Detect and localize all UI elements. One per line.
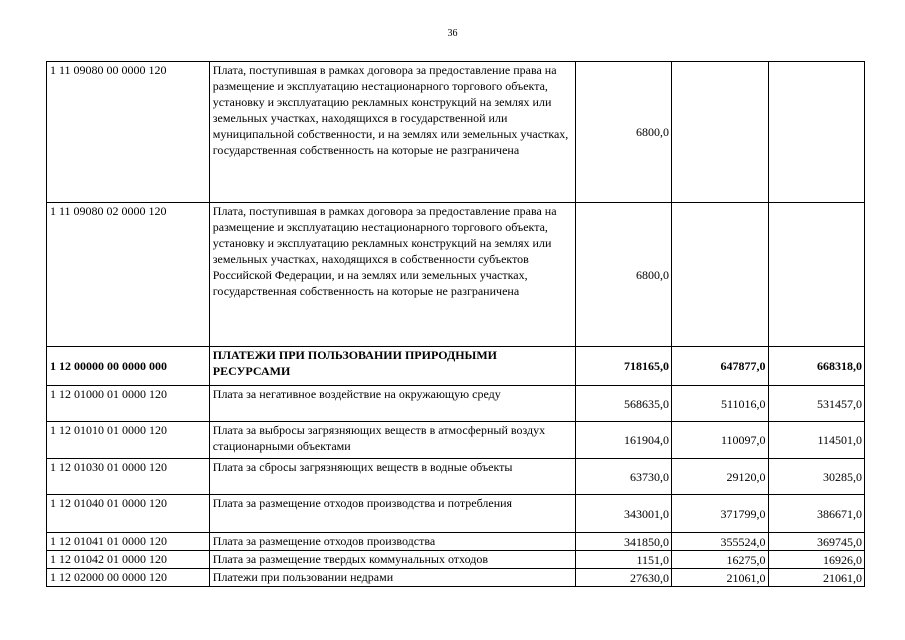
revenue-name: ПЛАТЕЖИ ПРИ ПОЛЬЗОВАНИИ ПРИРОДНЫМИ РЕСУРСАМИ	[209, 347, 575, 386]
amount-year-2: 355524,0	[672, 533, 768, 551]
table-row	[47, 533, 865, 551]
revenue-name: Плата за размещение отходов производства и потребления	[209, 495, 575, 533]
amount-year-1: 718165,0	[575, 347, 671, 386]
page-number: 36	[447, 28, 458, 39]
revenue-name: Плата за выбросы загрязняющих веществ в атмосферный воздух стационарными объектами	[209, 422, 575, 459]
budget-code: 1 11 09080 02 0000 120	[47, 203, 210, 347]
amount-year-1: 27630,0	[575, 569, 671, 587]
table-row	[47, 203, 865, 347]
budget-code: 1 11 09080 00 0000 120	[47, 62, 210, 203]
amount-year-1: 343001,0	[575, 495, 671, 533]
table-row	[47, 422, 865, 459]
amount-year-1: 1151,0	[575, 551, 671, 569]
table-row	[47, 347, 865, 386]
revenue-name: Платежи при пользовании недрами	[209, 569, 575, 587]
amount-year-3: 114501,0	[768, 422, 865, 459]
budget-code: 1 12 01010 01 0000 120	[47, 422, 210, 459]
amount-year-3	[768, 203, 865, 347]
amount-year-2: 110097,0	[672, 422, 768, 459]
amount-year-1: 568635,0	[575, 386, 671, 422]
table-row	[47, 551, 865, 569]
amount-year-2: 21061,0	[672, 569, 768, 587]
amount-year-2: 29120,0	[672, 459, 768, 495]
revenue-name: Плата за размещение твердых коммунальных отходов	[209, 551, 575, 569]
amount-year-2	[672, 203, 768, 347]
table-row	[47, 62, 865, 203]
amount-year-2: 371799,0	[672, 495, 768, 533]
amount-year-3: 16926,0	[768, 551, 865, 569]
budget-revenue-table	[46, 61, 865, 587]
amount-year-2	[672, 62, 768, 203]
table-row	[47, 569, 865, 587]
amount-year-2: 16275,0	[672, 551, 768, 569]
amount-year-2: 511016,0	[672, 386, 768, 422]
budget-code: 1 12 01030 01 0000 120	[47, 459, 210, 495]
amount-year-3: 30285,0	[768, 459, 865, 495]
amount-year-3: 369745,0	[768, 533, 865, 551]
amount-year-1: 161904,0	[575, 422, 671, 459]
amount-year-3: 386671,0	[768, 495, 865, 533]
amount-year-1: 341850,0	[575, 533, 671, 551]
amount-year-3	[768, 62, 865, 203]
budget-code: 1 12 00000 00 0000 000	[47, 347, 210, 386]
budget-code: 1 12 02000 00 0000 120	[47, 569, 210, 587]
amount-year-1: 63730,0	[575, 459, 671, 495]
budget-code: 1 12 01042 01 0000 120	[47, 551, 210, 569]
revenue-name: Плата, поступившая в рамках договора за предоставление права на размещение и эксплуатацию нестационарного торгового объекта, установку и эксплуатацию рекламных конструкций на землях или земельных участках, находящихся в собственности субъектов Российской Федерации, и на землях или земельных участках, государственная собственность на которые не разграничена	[209, 203, 575, 347]
budget-code: 1 12 01040 01 0000 120	[47, 495, 210, 533]
revenue-name: Плата за размещение отходов производства	[209, 533, 575, 551]
amount-year-3: 668318,0	[768, 347, 865, 386]
amount-year-3: 21061,0	[768, 569, 865, 587]
table-row	[47, 495, 865, 533]
revenue-name: Плата за сбросы загрязняющих веществ в водные объекты	[209, 459, 575, 495]
table-row	[47, 459, 865, 495]
amount-year-3: 531457,0	[768, 386, 865, 422]
budget-code: 1 12 01041 01 0000 120	[47, 533, 210, 551]
amount-year-2: 647877,0	[672, 347, 768, 386]
amount-year-1: 6800,0	[575, 62, 671, 203]
amount-year-1: 6800,0	[575, 203, 671, 347]
revenue-name: Плата за негативное воздействие на окружающую среду	[209, 386, 575, 422]
budget-code: 1 12 01000 01 0000 120	[47, 386, 210, 422]
table-row	[47, 386, 865, 422]
revenue-name: Плата, поступившая в рамках договора за предоставление права на размещение и эксплуатацию нестационарного торгового объекта, установку и эксплуатацию рекламных конструкций на землях или земельных участках, находящихся в государственной или муниципальной собственности, и на землях или земельных участках, государственная собственность на которые не разграничена	[209, 62, 575, 203]
